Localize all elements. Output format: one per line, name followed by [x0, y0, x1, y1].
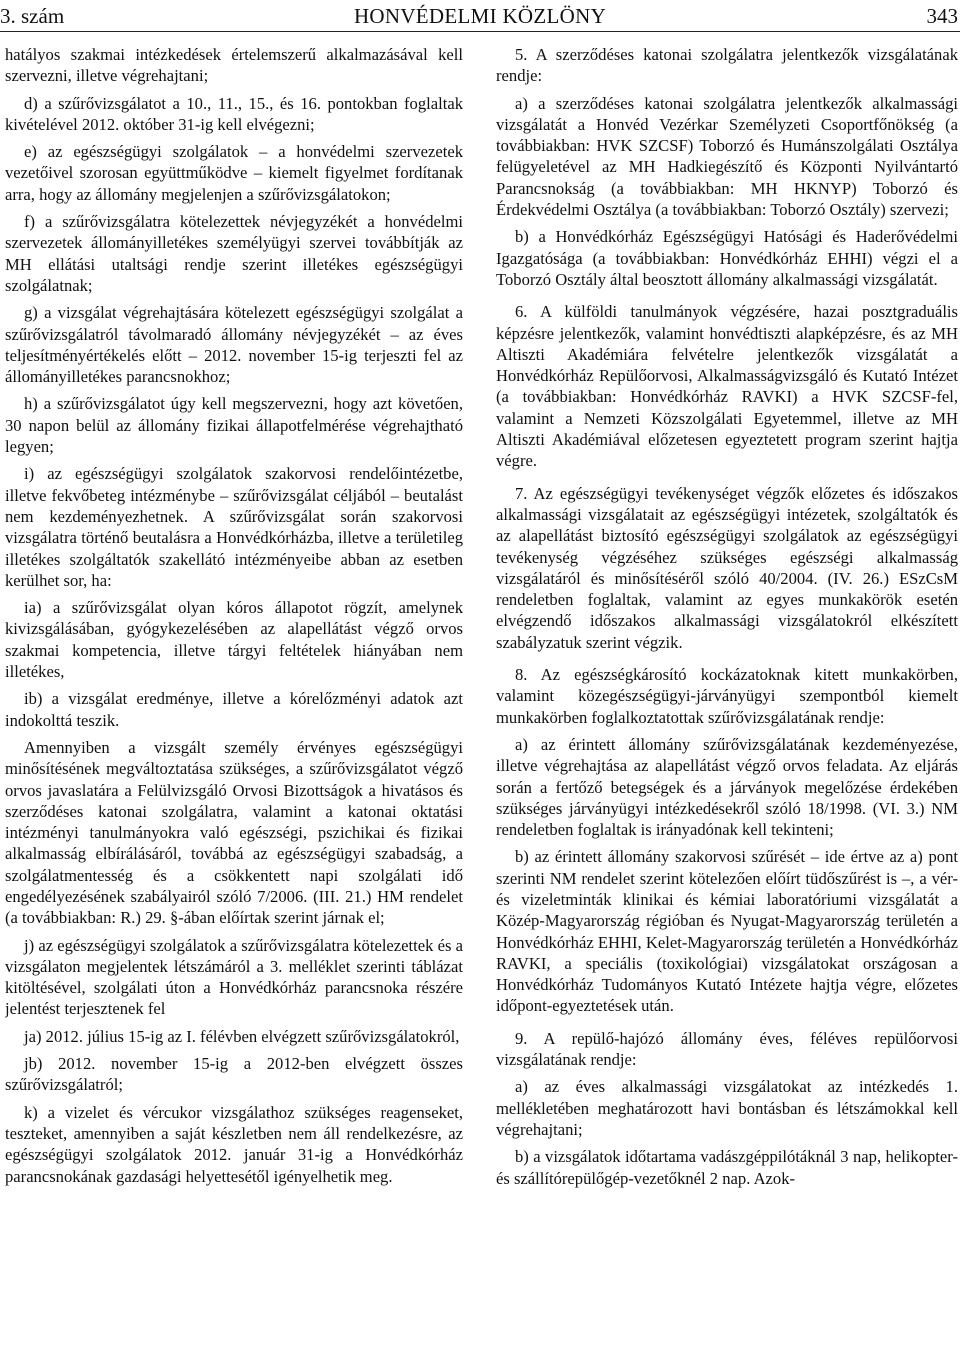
- paragraph: e) az egészségügyi szolgálatok – a honvédelmi szervezetek vezetőivel szorosan együttműködve – kiemelt figyelmet fordítanak arra, hogy az állomány megjelenjen a szűrővizsgálatokon;: [5, 142, 463, 204]
- paragraph: a) az érintett állomány szűrővizsgálatának kezdeményezése, illetve végrehajtása az alapellátást végző orvos feladata. Az eljárás során a fertőző betegségek és a járványok megelőzése érdekében szükséges járványügyi intézkedésekről szóló 18/1998. (VI. 3.) NM rendeletben foglaltak is irányadónak kell tekinteni;: [496, 734, 958, 840]
- paragraph: h) a szűrővizsgálatot úgy kell megszervezni, hogy azt követően, 30 napon belül az állomány fizikai állapotfelmérése végrehajtható legyen;: [5, 394, 463, 457]
- header-rule: [0, 31, 960, 32]
- paragraph: g) a vizsgálat végrehajtására kötelezett egészségügyi szolgálat a szűrővizsgálatról távolmaradó állomány névjegyzékét – az éves teljesítményértékelés előtt – 2012. november 15-ig terjeszti fel az állományilletékes parancsnokhoz;: [5, 303, 463, 387]
- page-number: 343: [926, 4, 958, 28]
- paragraph: ib) a vizsgálat eredménye, illetve a kórelőzményi adatok azt indokolttá teszik.: [5, 689, 463, 730]
- paragraph: ia) a szűrővizsgálat olyan kóros állapotot rögzít, amelynek kivizsgálásában, gyógykezelésében az alapellátást végző orvos szakmai kompetencia, illetve tárgyi feltételek hiányában nem illetékes,: [5, 598, 463, 682]
- section-paragraph: 6. A külföldi tanulmányok végzésére, hazai posztgraduális képzésre jelentkezők, valamint honvédtiszti alapképzésre, és az MH Altiszti Akadémiára felvételre jelentkezők vizsgálatát a Honvédkórház Repülőorvosi, Alkalmasságvizsgáló és Kutató Intézet (a továbbiakban: Honvédkórház RAVKI) a HVK SZCSF-fel, valamint a Nemzeti Közszolgálati Egyetemmel, illetve az MH Altiszti Akadémiával előzetesen egyeztetett program szerint hajtja végre.: [496, 302, 958, 471]
- section-paragraph: 8. Az egészségkárosító kockázatoknak kitett munkakörben, valamint közegészségügyi-járványügyi szempontból kiemelt munkakörben foglalkoztatottak szűrővizsgálatának rendje:: [496, 665, 958, 727]
- paragraph: b) a Honvédkórház Egészségügyi Hatósági és Haderővédelmi Igazgatósága (a továbbiakban: Honvédkórház EHHI) végzi el a Toborzó Osztály által beosztott állomány alkalmassági vizsgálatát.: [496, 227, 958, 289]
- section-paragraph: 7. Az egészségügyi tevékenységet végzők előzetes és időszakos alkalmassági vizsgálatait az egészségügyi intézetek, szolgáltatók és az alapellátást biztosító egészségügyi szolgálatok az egészségügyi tevékenység végzéséhez szükséges egészségi alkalmasság vizsgálatáról és minősítéséről szóló 40/2004. (IV. 26.) ESzCsM rendeletben foglaltak, valamint az egyes munkakörök esetén elvégzendő időszakos alkalmassági vizsgálatokról elkészített szabályzatuk szerint végzik.: [496, 483, 958, 652]
- page-header: [0, 0, 960, 30]
- paragraph: a) az éves alkalmassági vizsgálatokat az intézkedés 1. mellékletében meghatározott havi bontásban és létszámokkal kell végrehajtani;: [496, 1077, 958, 1139]
- right-column: [496, 44, 958, 1340]
- paragraph: k) a vizelet és vércukor vizsgálathoz szükséges reagenseket, teszteket, amennyiben a saját készletben nem áll rendelkezésre, az egészségügyi szolgálatok 2012. január 31-ig a Honvédkórház parancsnokának gazdasági helyettesétől igényelhetik meg.: [5, 1102, 463, 1186]
- paragraph: jb) 2012. november 15-ig a 2012-ben elvégzett összes szűrővizsgálatról;: [5, 1054, 463, 1095]
- section-heading: 5. A szerződéses katonai szolgálatra jelentkezők vizsgálatának rendje:: [496, 45, 958, 86]
- journal-title: HONVÉDELMI KÖZLÖNY: [353, 4, 607, 28]
- paragraph: d) a szűrővizsgálatot a 10., 11., 15., és 16. pontokban foglaltak kivételével 2012. október 31-ig kell elvégezni;: [5, 93, 463, 134]
- paragraph: b) a vizsgálatok időtartama vadászgéppilótáknál 3 nap, helikopter- és szállítórepülőgép-vezetőknél 2 nap. Azok-: [496, 1147, 958, 1188]
- paragraph: Amennyiben a vizsgált személy érvényes egészségügyi minősítésének megváltoztatása szükséges, a szűrővizsgálatot végző orvos javaslatára a Felülvizsgáló Orvosi Bizottságok a hivatásos és szerződéses katonai szolgálatra, valamint a katonai oktatási intézményi tanulmányokra való egészségi, pszichikai és fizikai alkalmasság elbírálásáról, továbbá az egészségügyi szabadság, a szolgálatmentesség és a csökkentett napi szolgálati idő engedélyezésének szabályairól szóló 7/2006. (III. 21.) HM rendelet (a továbbiakban: R.) 29. §-ában előírtak szerint járnak el;: [5, 737, 463, 928]
- paragraph: b) az érintett állomány szakorvosi szűrését – ide értve az a) pont szerinti NM rendelet szerint kötelezően előírt tüdőszűrést is –, a vér- és vizeletminták klinikai és kémiai laboratóriumi vizsgálatát a Közép-Magyarország régióban és Nyugat-Magyarország területén a Honvédkórház EHHI, Kelet-Magyarország területén a Honvédkórház RAVKI, a speciális (toxikológiai) vizsgálatokat országosan a Honvédkórház Tudományos Kutató Intézete hajtja végre, előzetes időpont-egyeztetések után.: [496, 847, 958, 1016]
- section-paragraph: 9. A repülő-hajózó állomány éves, féléves repülőorvosi vizsgálatának rendje:: [496, 1028, 958, 1070]
- paragraph: a) a szerződéses katonai szolgálatra jelentkezők alkalmassági vizsgálatát a Honvéd Vezérkar Személyzeti Csoportfőnökség (a továbbiakban: HVK SZCSF) Toborzó és Humánszolgálati Osztálya felügyeletével az MH Hadkiegészítő és Központi Nyilvántartó Parancsnokság (a továbbiakban: MH HKNYP) Toborzó és Érdekvédelmi Osztálya (a továbbiakban: Toborzó Osztály) szervezi;: [496, 93, 958, 220]
- left-column: [5, 44, 463, 1340]
- paragraph: j) az egészségügyi szolgálatok a szűrővizsgálatra kötelezettek és a vizsgálaton megjelentek létszámáról a 3. melléklet szerinti táblázat kitöltésével, szolgálati úton a Honvédkórház parancsnoka részére jelentést terjesztenek fel: [5, 935, 463, 1019]
- paragraph: ja) 2012. július 15-ig az I. félévben elvégzett szűrővizsgálatokról,: [24, 1026, 460, 1046]
- paragraph: hatályos szakmai intézkedések értelemszerű alkalmazásával kell szervezni, illetve végrehajtani;: [5, 45, 463, 86]
- issue-number: 3. szám: [0, 4, 65, 28]
- paragraph: i) az egészségügyi szolgálatok szakorvosi rendelőintézetbe, illetve fekvőbeteg intézménybe – szűrővizsgálat céljából – beutalást nem kezdeményezhetnek. A szűrővizsgálat során szakorvosi vizsgálatra történő beutalásra a Honvédkórházba, illetve a területileg illetékes szolgáltatók szakellátó intézményeibe abban az esetben kerülhet sor, ha:: [5, 464, 463, 590]
- paragraph: f) a szűrővizsgálatra kötelezettek névjegyzékét a honvédelmi szervezetek állományilletékes személyügyi szervei továbbítják az MH ellátási utaltsági rendje szerint illetékes egészségügyi szolgálatnak;: [5, 212, 463, 295]
